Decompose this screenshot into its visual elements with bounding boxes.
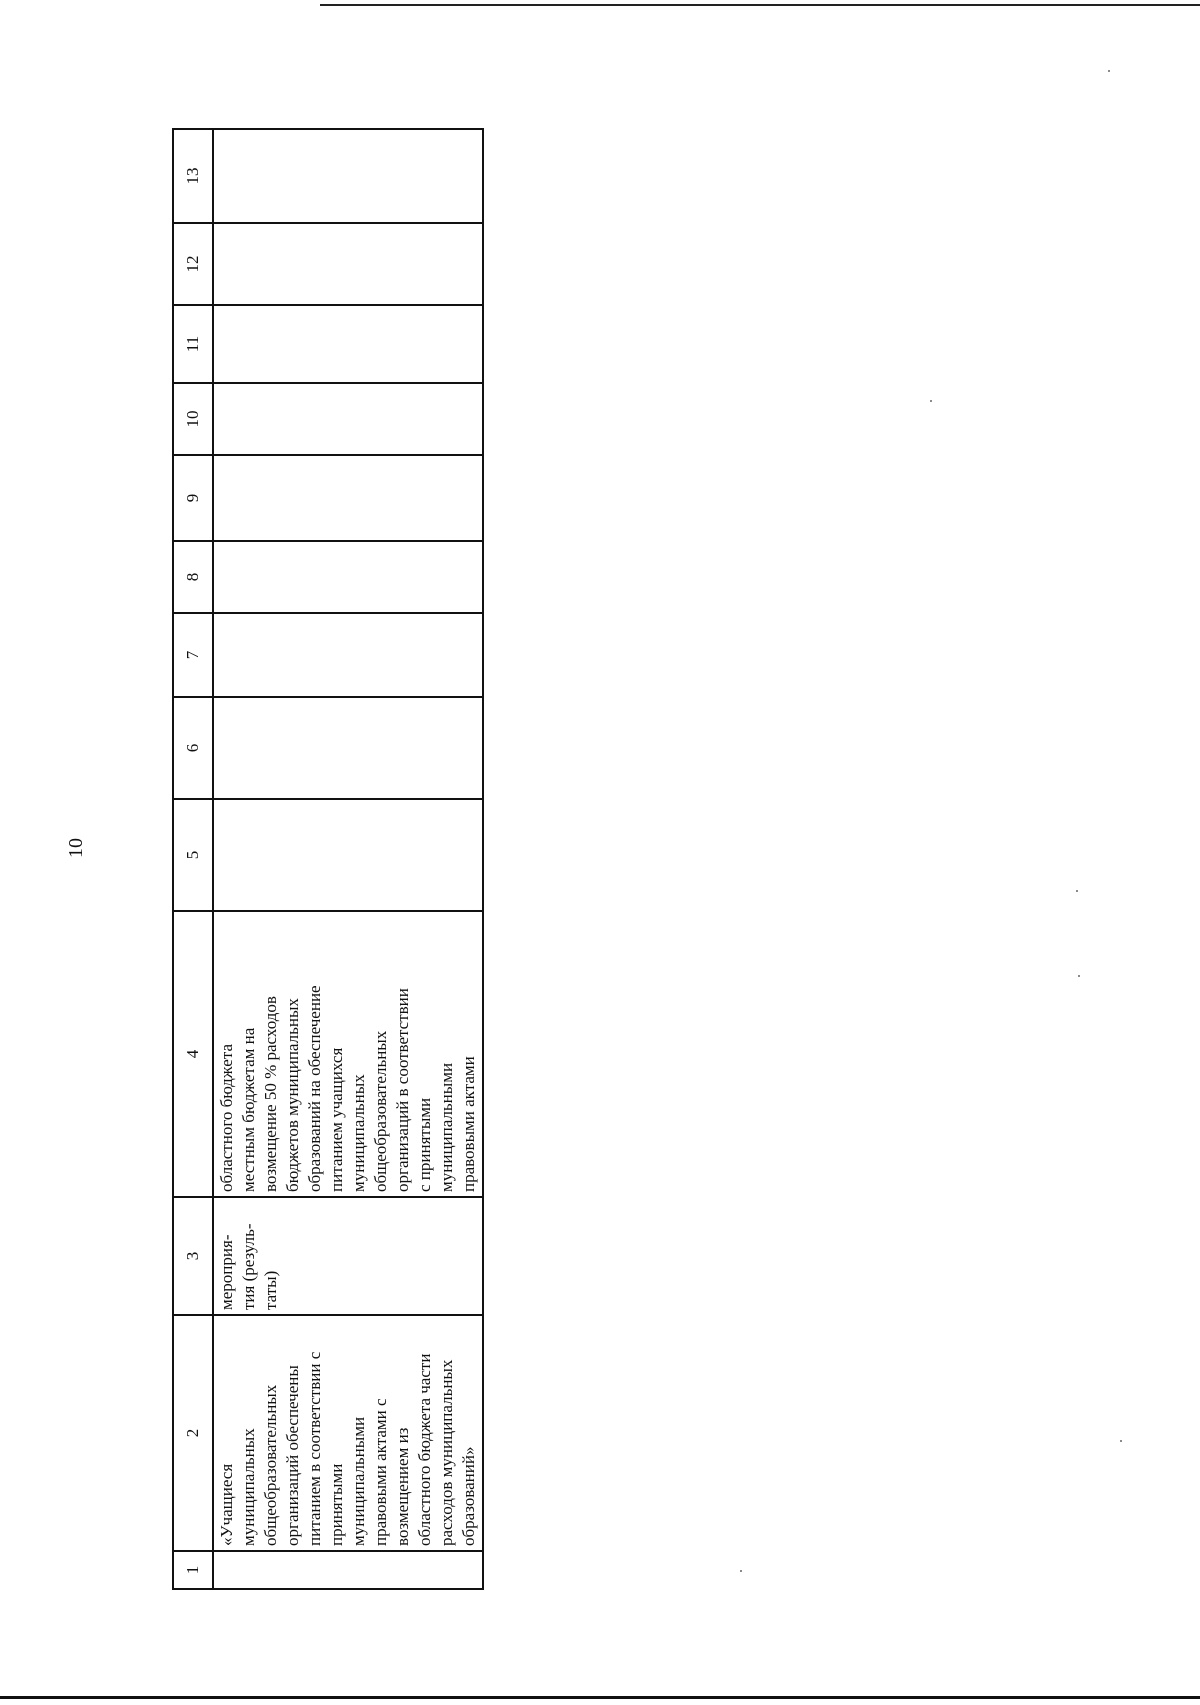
cell-col-4: областного бюджета местным бюджетам на возмещение 50 % расходов бюджетов муниципальных образований на обеспечение питанием учащихся муниципальных общеобразовательных организаций в соответствии с принятыми муниципальными правовыми актами: [213, 911, 483, 1197]
table-row: [213, 129, 483, 1589]
column-header-12: 12: [173, 223, 213, 305]
scan-speck: [1108, 70, 1110, 72]
header-row: [173, 129, 213, 1589]
cell-col-5: [213, 799, 483, 911]
cell-col-1: [213, 1551, 483, 1589]
cell-col-12: [213, 223, 483, 305]
column-header-3: 3: [173, 1197, 213, 1315]
cell-col-3: мероприя- тия (резуль- таты): [213, 1197, 483, 1315]
cell-col-2: «Учащиеся муниципальных общеобразовательных организаций обеспечены питанием в соответствии с принятыми муниципальными правовыми актами с возмещением из областного бюджета части расходов муниципальных образований»: [213, 1315, 483, 1551]
column-header-2: 2: [173, 1315, 213, 1551]
column-header-11: 11: [173, 305, 213, 383]
scan-speck: [930, 400, 932, 402]
scan-edge-top: [320, 4, 1200, 6]
cell-col-6: [213, 697, 483, 799]
column-header-1: 1: [173, 1551, 213, 1589]
scan-speck: [1120, 1440, 1122, 1442]
column-header-6: 6: [173, 697, 213, 799]
scan-speck: [1078, 975, 1080, 977]
cell-col-8: [213, 541, 483, 613]
table-container: [172, 130, 484, 1590]
column-header-8: 8: [173, 541, 213, 613]
scan-edge-bottom: [0, 1696, 1200, 1699]
column-header-10: 10: [173, 383, 213, 455]
page-number: 10: [65, 838, 87, 858]
column-header-9: 9: [173, 455, 213, 541]
rotated-table-frame: [172, 130, 484, 1590]
column-header-7: 7: [173, 613, 213, 697]
column-header-13: 13: [173, 129, 213, 223]
data-table: [172, 128, 484, 1590]
cell-col-11: [213, 305, 483, 383]
cell-col-10: [213, 383, 483, 455]
cell-col-7: [213, 613, 483, 697]
scan-speck: [1076, 890, 1078, 892]
cell-col-13: [213, 129, 483, 223]
column-header-4: 4: [173, 911, 213, 1197]
cell-col-9: [213, 455, 483, 541]
column-header-5: 5: [173, 799, 213, 911]
scan-speck: [740, 1570, 742, 1572]
